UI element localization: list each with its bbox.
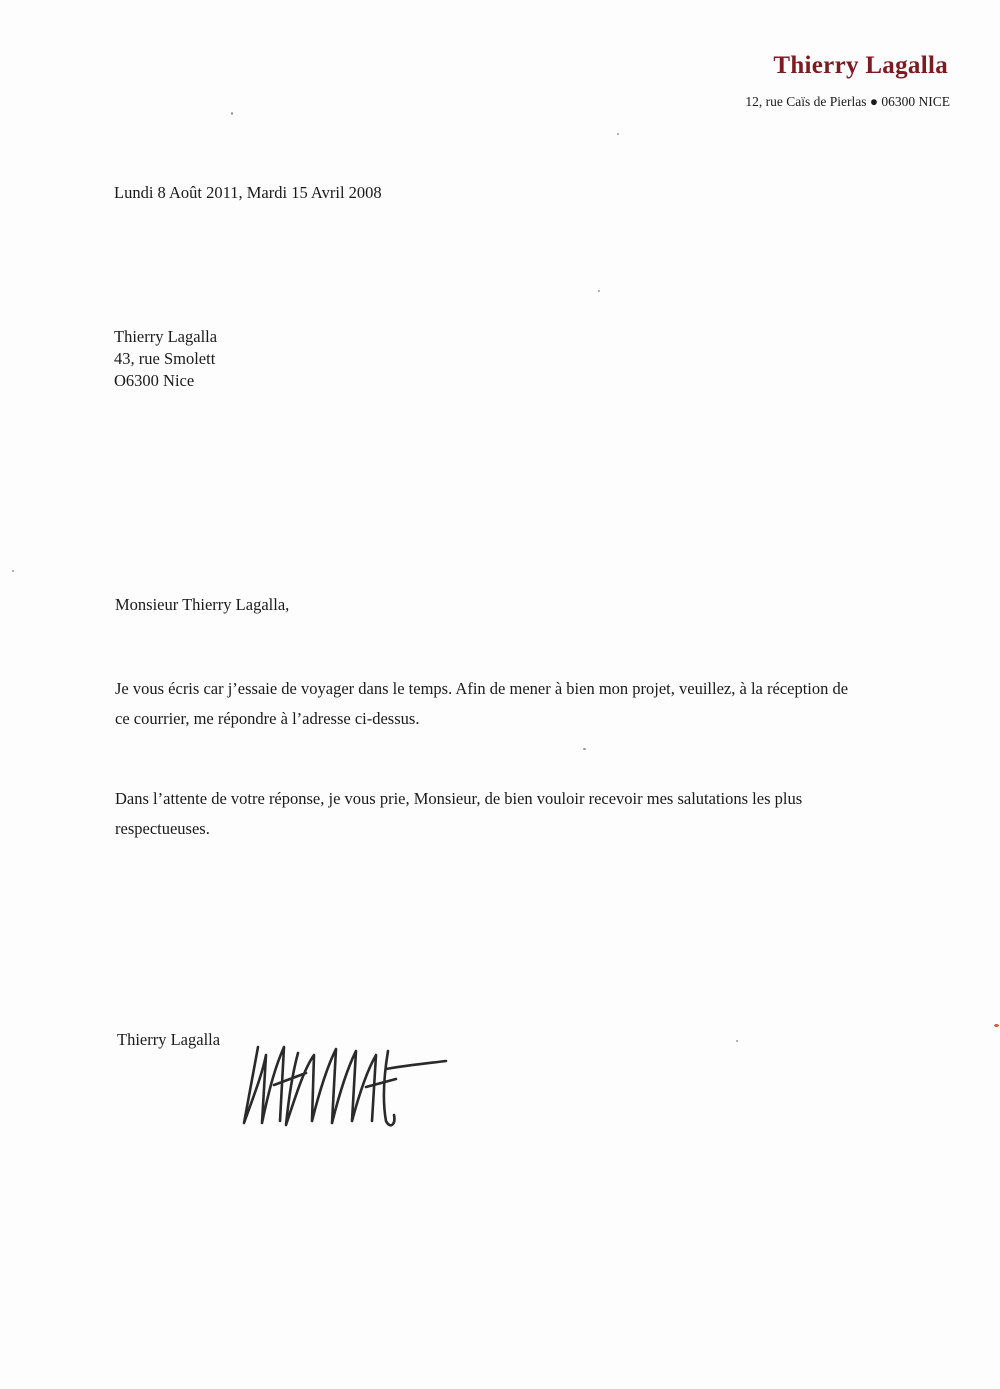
letterhead-address: 12, rue Caïs de Pierlas ● 06300 NICE [745,94,950,109]
body-paragraph-2: Dans l’attente de votre réponse, je vous prie, Monsieur, de bien vouloir recevoir mes salutations les plus respectueuses. [115,789,803,838]
date-line: Lundi 8 Août 2011, Mardi 15 Avril 2008 [114,183,382,202]
paper-speck [617,133,619,135]
salutation: Monsieur Thierry Lagalla, [115,595,290,614]
paper-speck [736,1040,738,1042]
handwritten-signature [236,1025,456,1135]
paper-speck [12,570,14,572]
recipient-city: O6300 Nice [114,371,195,390]
recipient-street: 43, rue Smolett [114,349,216,368]
paper-speck [598,290,600,292]
letterhead-name: Thierry Lagalla [773,52,948,79]
paper-speck [994,1024,999,1027]
body-paragraph-1: Je vous écris car j’essaie de voyager dans le temps. Afin de mener à bien mon projet, veuillez, à la réception de ce courrier, me répondre à l’adresse ci-dessus. [115,679,849,728]
paper-speck [583,748,586,750]
recipient-block [114,326,217,392]
signer-name: Thierry Lagalla [117,1030,221,1049]
paper-speck [231,112,233,115]
recipient-name: Thierry Lagalla [114,327,218,346]
